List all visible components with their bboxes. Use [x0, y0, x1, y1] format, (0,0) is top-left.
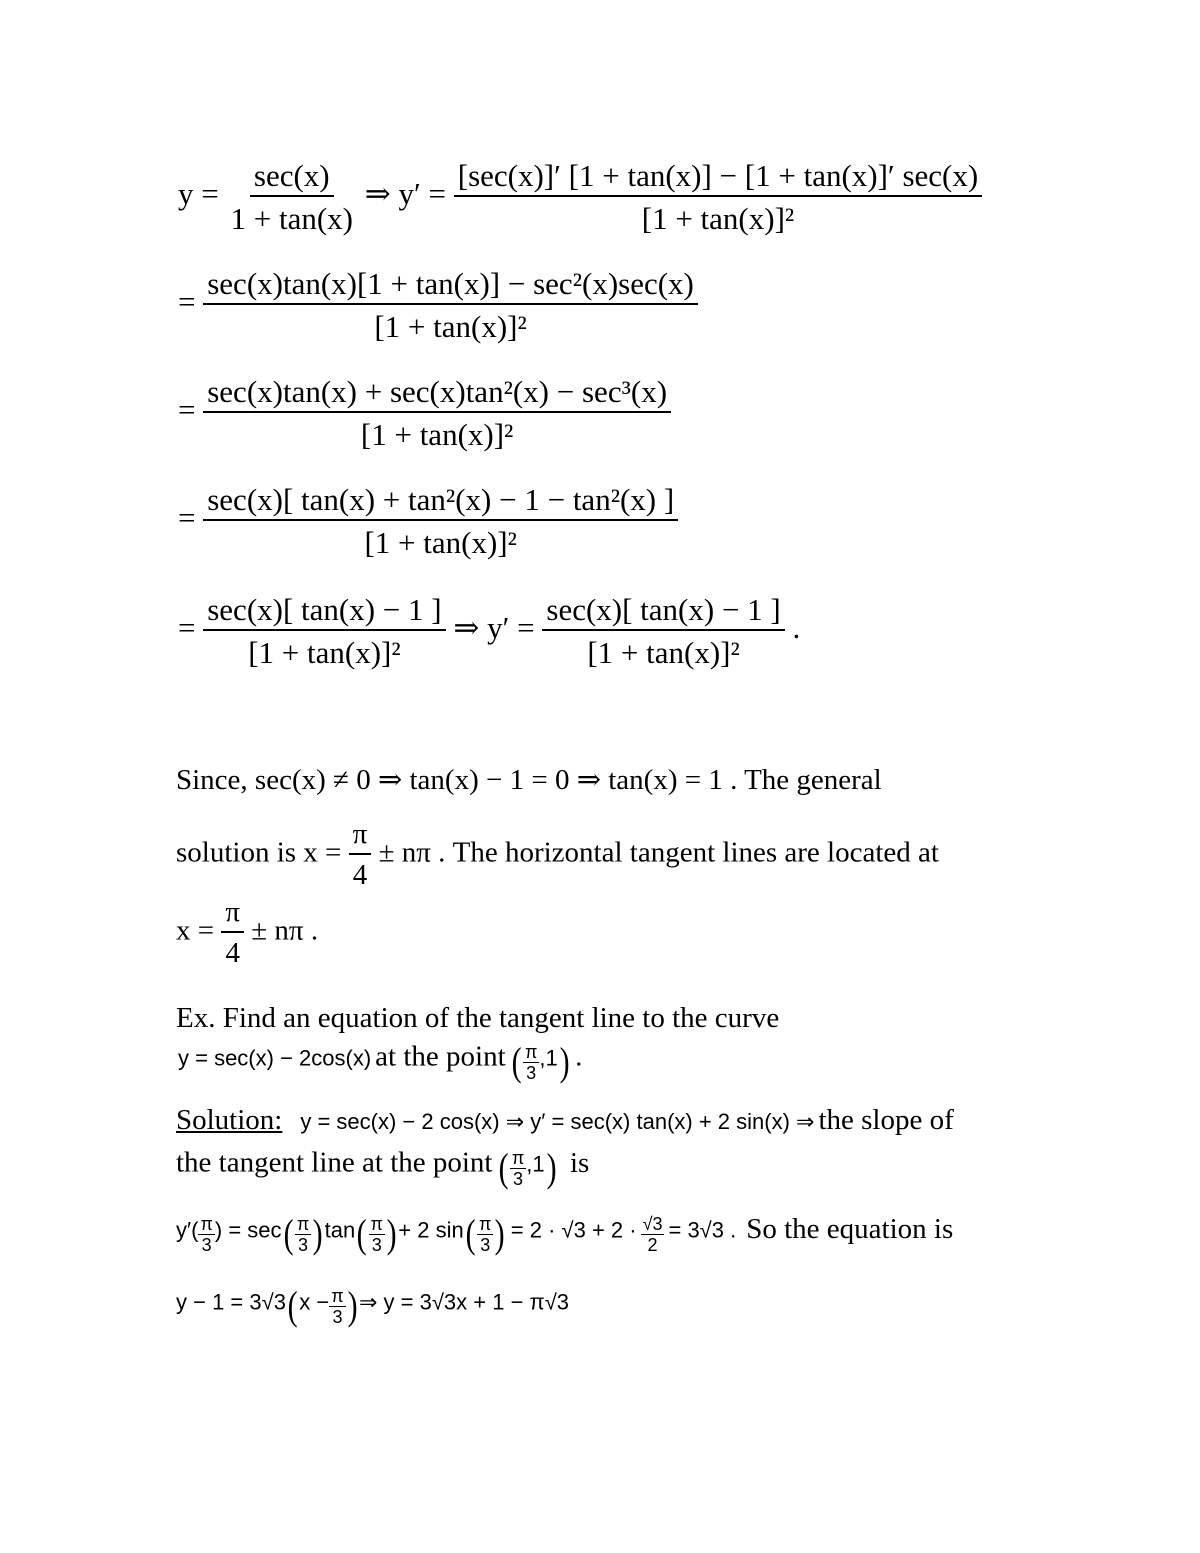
example-curve-line: y = sec(x) − 2cos(x) at the point ( $\frac{\pi}{3}$ ,1) .: [178, 1039, 583, 1084]
fraction-numerator: π: [524, 1041, 538, 1062]
frac-pi-3: [329, 1287, 345, 1326]
fraction-numerator: π: [331, 1285, 344, 1306]
period: .: [792, 610, 801, 646]
solution-line-1: [176, 1106, 954, 1135]
fraction-numerator: π: [349, 820, 372, 855]
fraction-denominator: 3: [513, 1168, 524, 1189]
fraction-numerator: sec(x)tan(x)[1 + tan(x)] − sec²(x)sec(x): [203, 268, 698, 305]
curve-equation: y = sec(x) − 2cos(x): [178, 1045, 372, 1071]
fraction-denominator: [1 + tan(x)]²: [641, 201, 795, 236]
fraction-step-2: [203, 268, 698, 342]
point-pi-over-3: [523, 1043, 539, 1082]
derivative-line-4: [178, 484, 678, 558]
solution-line-2: the tangent line at the point ( $\frac{\pi}{3}$ ,1) is: [176, 1145, 590, 1190]
example-title: Ex. Find an equation of the tangent line to the curve: [176, 1002, 780, 1034]
fraction-denominator: 3: [526, 1062, 537, 1083]
equals-sign: =: [178, 284, 196, 320]
tangent-line-text: the tangent line at the point: [176, 1146, 493, 1179]
tan-text: tan: [324, 1217, 356, 1243]
fraction-denominator: 4: [225, 937, 240, 969]
derivative-line-5: [178, 594, 800, 668]
fraction-numerator: sec(x)[ tan(x) − 1 ]: [542, 594, 784, 631]
solution-line-3: y′( $\frac{\pi}{3}$ ) = sec( $\frac{\pi}{3}$ )tan( $\frac{\pi}{3}$ )+ 2 sin( $\frac{\pi}{3}$ ) = 2 · √3 + 2 · $\frac{√3}{2}$ = 3√3 . So the equation is: [176, 1211, 954, 1256]
fraction-denominator: 1 + tan(x): [230, 201, 353, 236]
solution-derivative: y = sec(x) − 2 cos(x) ⇒ y′ = sec(x) tan(x) + 2 sin(x) ⇒: [300, 1109, 815, 1134]
implies-yprime: ⇒ y′ =: [364, 176, 446, 212]
is-text: is: [569, 1146, 590, 1179]
fraction-denominator: [1 + tan(x)]²: [374, 309, 527, 344]
sec-text: ) = sec: [214, 1217, 282, 1243]
frac-pi-3: [369, 1215, 385, 1254]
so-equation-text: So the equation is: [746, 1212, 954, 1245]
fraction-numerator: π: [479, 1213, 492, 1234]
fraction-denominator: 3: [201, 1234, 212, 1255]
fraction-numerator: π: [296, 1213, 310, 1234]
fraction-denominator: 4: [352, 859, 368, 891]
since-line-1: Since, sec(x) ≠ 0 ⇒ tan(x) − 1 = 0 ⇒ tan(x) = 1 . The general: [176, 764, 882, 796]
fraction-pi-over-4: [349, 820, 372, 890]
fraction-step-5: [203, 594, 445, 668]
horizontal-tangent-text: ± nπ . The horizontal tangent lines are located at: [378, 836, 939, 869]
frac-pi-3: [295, 1215, 311, 1254]
slope-value: = 3√3 .: [668, 1217, 737, 1243]
evaluation-text: = 2 · √3 + 2 ·: [510, 1217, 637, 1243]
equals-sign: =: [178, 392, 196, 428]
solution-is-text: solution is x =: [176, 836, 342, 869]
fraction-denominator: 3: [480, 1234, 491, 1255]
plus-minus-n-pi: ± nπ .: [251, 914, 319, 947]
point-y-value: ,1: [539, 1045, 558, 1071]
fraction-numerator: sec(x)tan(x) + sec(x)tan²(x) − sec³(x): [203, 376, 671, 413]
frac-pi-3: [477, 1215, 493, 1254]
fraction-numerator: π: [511, 1147, 525, 1168]
frac-pi-3: [198, 1215, 214, 1254]
point-pi-over-3: [510, 1149, 526, 1188]
fraction-step-4: [203, 484, 678, 558]
derivative-line-3: [178, 376, 671, 450]
final-equation: ⇒ y = 3√3x + 1 − π√3: [358, 1289, 570, 1315]
point-y-value: ,1: [526, 1151, 545, 1177]
frac-sqrt3-over-2: [641, 1215, 665, 1254]
at-the-point-text: at the point: [375, 1040, 506, 1073]
fraction-numerator: [sec(x)]′ [1 + tan(x)] − [1 + tan(x)]′ sec(x): [454, 160, 982, 197]
fraction-denominator: 2: [647, 1234, 658, 1255]
fraction-pi-over-4: [221, 898, 244, 968]
fraction-denominator: [1 + tan(x)]²: [248, 635, 401, 670]
fraction-final: [542, 594, 784, 668]
solution-label: Solution:: [176, 1104, 283, 1136]
fraction-denominator: 3: [298, 1234, 309, 1255]
fraction-numerator: √3: [642, 1213, 663, 1234]
fraction-numerator: sec(x)[ tan(x) + tan²(x) − 1 − tan²(x) ]: [203, 484, 678, 521]
point-slope-lhs: y − 1 = 3√3: [176, 1289, 286, 1315]
slope-text: the slope of: [818, 1104, 954, 1136]
x-minus: x −: [299, 1289, 330, 1315]
fraction-denominator: 3: [332, 1306, 343, 1327]
since-line-3: [176, 898, 318, 968]
fraction-denominator: [1 + tan(x)]²: [360, 417, 514, 452]
lhs-y: y =: [178, 176, 219, 212]
sin-text: + 2 sin: [398, 1217, 464, 1243]
x-equals: x =: [176, 914, 215, 947]
fraction-denominator: [1 + tan(x)]²: [587, 635, 740, 670]
fraction-y: [226, 160, 357, 234]
fraction-denominator: [1 + tan(x)]²: [364, 525, 517, 560]
fraction-numerator: π: [370, 1213, 383, 1234]
equals-sign: =: [178, 500, 196, 536]
derivative-line-2: [178, 268, 698, 342]
equals-sign: =: [178, 610, 196, 646]
fraction-numerator: sec(x)[ tan(x) − 1 ]: [203, 594, 445, 631]
solution-line-4: y − 1 = 3√3(x − $\frac{\pi}{3}$ )⇒ y = 3√3x + 1 − π√3: [176, 1283, 570, 1328]
fraction-numerator: π: [221, 898, 244, 933]
fraction-numerator: sec(x): [250, 160, 334, 197]
fraction-quotient-rule: [454, 160, 982, 234]
since-line-2: [176, 820, 939, 890]
derivative-line-1: [178, 160, 982, 234]
fraction-denominator: 3: [371, 1234, 382, 1255]
yprime-open: y′(: [176, 1217, 199, 1243]
implies-yprime: ⇒ y′ =: [453, 610, 535, 646]
fraction-step-3: [203, 376, 671, 450]
period: .: [575, 1040, 583, 1073]
fraction-numerator: π: [200, 1213, 213, 1234]
